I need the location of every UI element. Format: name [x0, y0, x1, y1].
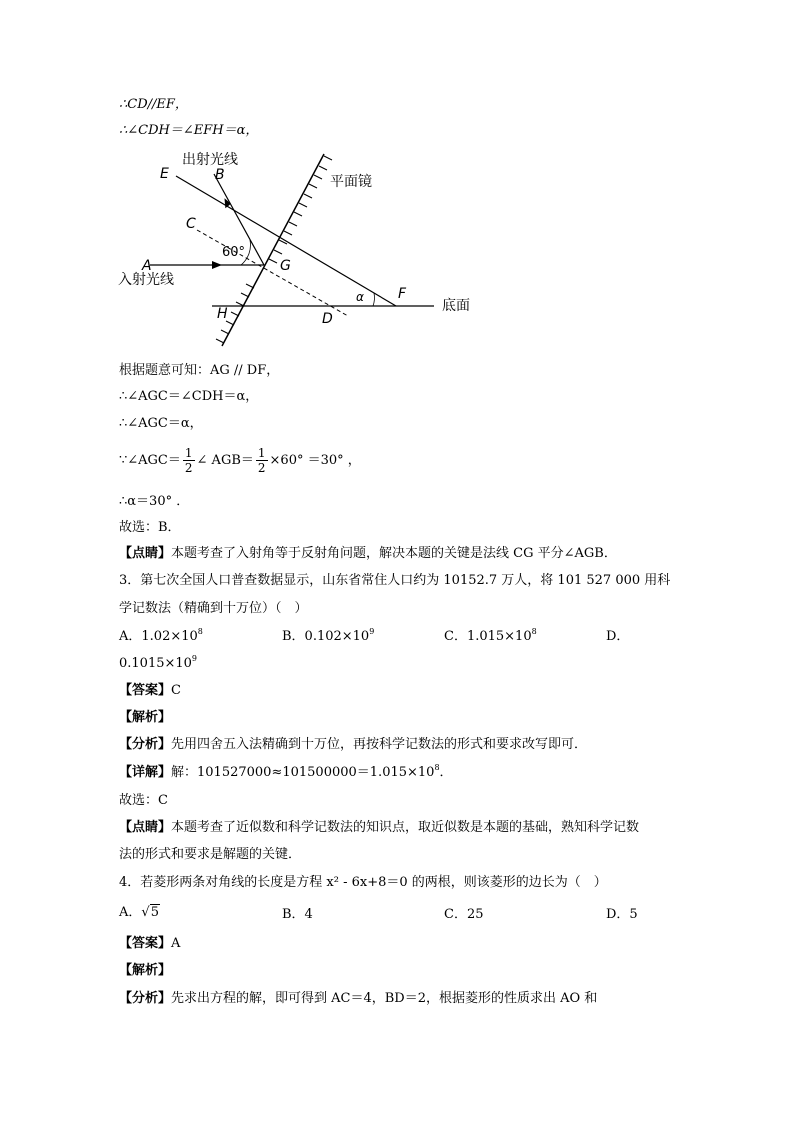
- q3-dianjing-line1: [119, 819, 639, 837]
- fraction-half-1: [183, 446, 195, 475]
- line-dianjing-q2: [119, 545, 617, 563]
- label-floor: 底面: [442, 298, 470, 314]
- fraction-denominator: 2: [257, 461, 266, 475]
- point-g: G: [280, 258, 291, 274]
- q3-option-a: [119, 628, 203, 646]
- q3-option-d-exp: 9: [191, 654, 198, 663]
- q3-option-c: [444, 628, 537, 646]
- q4-stem: 4．若菱形两条对角线的长度是方程 x² - 6x+8＝0 的两根，则该菱形的边长为（ ）: [119, 875, 607, 890]
- point-f: F: [398, 286, 407, 302]
- q3-option-a-exp: 8: [197, 627, 203, 636]
- point-c: C: [186, 216, 196, 232]
- incoming-arrowhead: [212, 261, 222, 269]
- fenxi-tag: 【分析】: [119, 737, 172, 752]
- answer-value: C: [171, 683, 181, 698]
- dianjing-tag: 【点睛】: [119, 546, 172, 561]
- q4-jiexi: 【解析】: [119, 963, 172, 978]
- point-b: B: [215, 167, 225, 183]
- answer-tag: 【答案】: [119, 683, 172, 698]
- q4-answer: [119, 935, 180, 953]
- line-angle-agc-alpha: ∴∠AGC＝α，: [119, 416, 203, 431]
- point-e: E: [160, 166, 169, 182]
- q4-option-d: D．5: [606, 907, 638, 922]
- normal-line: [197, 230, 348, 316]
- q3-jiexi: 【解析】: [119, 710, 172, 725]
- q3-stem-line2: 学记数法（精确到十万位）（ ）: [119, 601, 308, 616]
- label-outgoing-ray: 出射光线: [182, 152, 238, 168]
- dianjing-tag: 【点睛】: [119, 820, 172, 835]
- xiangjie-tag: 【详解】: [119, 765, 172, 780]
- label-mirror: 平面镜: [330, 174, 372, 190]
- fraction-half-2: [256, 446, 268, 475]
- q3-option-b: [282, 628, 374, 646]
- line-cd-parallel-ef: ∴CD//EF，: [119, 97, 188, 112]
- sqrt-radicand: 5: [150, 905, 159, 920]
- q3-option-a-text: A．1.02×10: [119, 629, 198, 644]
- answer-value: A: [171, 936, 181, 951]
- q4-option-b: B．4: [282, 907, 313, 922]
- q4-option-a: [119, 904, 160, 922]
- sqrt-symbol: √5: [141, 905, 159, 920]
- q3-option-c-text: C．1.015×10: [444, 629, 532, 644]
- q3-option-d: [119, 655, 197, 673]
- geometry-figure: [112, 146, 492, 356]
- q3-stem-line1: 3．第七次全国人口普查数据显示，山东省常住人口约为 10152.7 万人，将 101 527 000 用科: [119, 573, 671, 588]
- label-alpha: α: [356, 290, 364, 304]
- q3-option-d-text: 0.1015×10: [119, 656, 192, 671]
- fenxi-tag: 【分析】: [119, 991, 172, 1006]
- q3-option-b-exp: 9: [369, 627, 375, 636]
- dianjing-text: 本题考查了入射角等于反射角问题，解决本题的关键是法线 CG 平分∠AGB．: [171, 546, 617, 561]
- answer-tag: 【答案】: [119, 936, 172, 951]
- xiangjie-exp: 8: [434, 763, 440, 772]
- fraction-numerator: 1: [184, 446, 193, 460]
- q3-xiangjie: [119, 764, 453, 782]
- q3-guxuan: 故选：C: [119, 793, 168, 808]
- line-half-angle: [119, 444, 361, 478]
- fenxi-text: 先求出方程的解，即可得到 AC＝4，BD＝2，根据菱形的性质求出 AO 和: [171, 991, 598, 1006]
- line-angle-cdh: ∴∠CDH＝∠EFH＝α，: [119, 123, 259, 138]
- q3-answer: [119, 682, 181, 700]
- half-angle-suffix: ×60° ＝30° ，: [269, 453, 361, 468]
- line-choose-b: 故选：B．: [119, 520, 181, 535]
- line-ef: [176, 176, 396, 306]
- q4-fenxi: [119, 990, 597, 1008]
- point-a: A: [142, 258, 152, 274]
- q3-option-b-text: B．0.102×10: [282, 629, 370, 644]
- q4-option-a-label: A．: [119, 905, 142, 920]
- xiangjie-text: 解：101527000≈101500000＝1.015×10: [171, 765, 435, 780]
- point-h: H: [217, 306, 228, 322]
- q3-dianjing-line2: 法的形式和要求是解题的关键．: [119, 847, 302, 862]
- q4-option-c: C．25: [444, 907, 484, 922]
- fraction-numerator: 1: [257, 446, 266, 460]
- alpha-arc: [373, 293, 374, 306]
- label-angle-60: 60°: [222, 245, 246, 260]
- q3-option-d-label: D．: [606, 629, 630, 644]
- line-angle-agc-cdh: ∴∠AGC＝∠CDH＝α，: [119, 389, 259, 404]
- line-ag-parallel-df: 根据题意可知：AG // DF，: [119, 363, 280, 378]
- fenxi-text: 先用四舍五入法精确到十万位，再按科学记数法的形式和要求改写即可．: [171, 737, 588, 752]
- label-incoming-ray: 入射光线: [118, 272, 174, 288]
- half-angle-mid: ∠ AGB＝: [196, 453, 254, 468]
- fraction-denominator: 2: [184, 461, 193, 475]
- dianjing-text: 本题考查了近似数和科学记数法的知识点，取近似数是本题的基础，熟知科学记数: [171, 820, 640, 835]
- q3-fenxi: [119, 736, 587, 754]
- xiangjie-end: ．: [439, 765, 453, 780]
- point-d: D: [322, 311, 333, 327]
- half-angle-prefix: ∵∠AGC＝: [119, 453, 181, 468]
- q3-option-c-exp: 8: [531, 627, 537, 636]
- line-alpha-30: ∴α＝30° ．: [119, 494, 190, 509]
